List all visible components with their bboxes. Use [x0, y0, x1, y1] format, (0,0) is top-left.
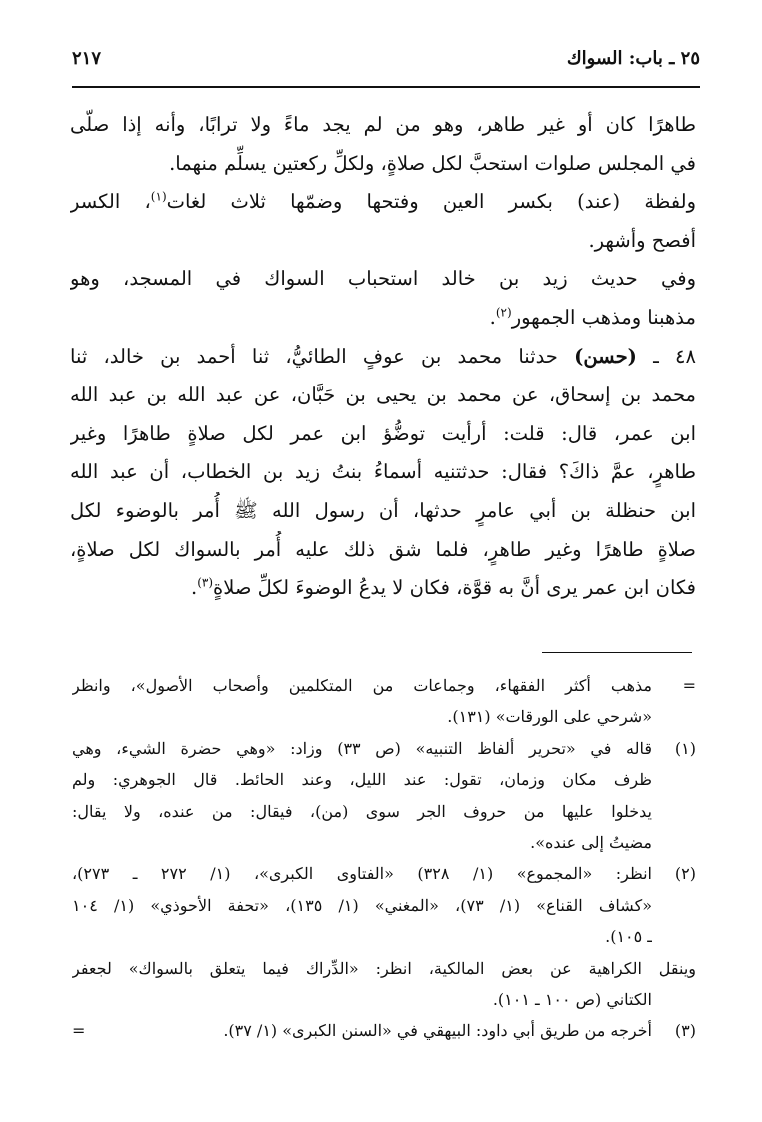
text-line: طاهرٍ، عمَّ ذاكَ؟ فقال: حدثتنيه أسماءُ بنتُ زيد بن الخطاب، أن عبد الله	[70, 460, 696, 484]
footnote-1	[72, 733, 696, 859]
footnote-2-extra	[72, 953, 696, 1016]
text-line: في المجلس صلوات استحبَّ لكل صلاةٍ، ولكلِّ ركعتين يسلِّم منهما.	[169, 151, 696, 175]
hadith-number: ٤٨ ـ	[636, 344, 696, 368]
footnote-3	[72, 1015, 696, 1046]
text-segment: مذهبنا ومذهب الجمهور	[511, 305, 696, 329]
footnote-line: وينقل الكراهية عن بعض المالكية، انظر: «الدِّراك فيما يتعلق بالسواك» لجعفر	[72, 958, 696, 978]
text-line	[70, 299, 696, 338]
footnote-line: أخرجه من طريق أبي داود: البيهقي في «السنن الكبرى» (١/ ٣٧).	[223, 1021, 652, 1041]
footnote-line: ظرف مكان وزمان، تقول: عند الليل، وعند الحائط. قال الجوهري: ولم	[72, 770, 652, 790]
footnote-line: «كشاف القناع» (١/ ٧٣)، «المغني» (١/ ١٣٥)، «تحفة الأحوذي» (١/ ١٠٤	[72, 895, 652, 915]
page-number: ٢١٧	[72, 48, 102, 69]
footnote-2	[72, 858, 696, 952]
footnote-mark: (٣)	[674, 1021, 696, 1041]
footnote-ref-3[interactable]: (٣)	[197, 575, 214, 590]
header-rule	[72, 86, 700, 88]
footnote-line: مذهب أكثر الفقهاء، وجماعات من المتكلمين وأصحاب الأصول»، وانظر	[72, 676, 652, 695]
continuation-mark: =	[682, 676, 696, 695]
chapter-title: ٢٥ ـ باب: السواك	[566, 48, 700, 69]
text-segment: ، الكسر	[70, 190, 151, 214]
footnote-ref-2[interactable]: (٢)	[495, 305, 512, 320]
text-line: أفصح وأشهر.	[588, 228, 696, 252]
text-line	[70, 338, 696, 377]
text-segment: .	[191, 576, 198, 600]
footnote-ref-1[interactable]: (١)	[150, 189, 167, 204]
footnote-continuation	[72, 670, 696, 733]
footnote-mark: (١)	[674, 738, 696, 758]
footnote-line: ـ ١٠٥).	[605, 927, 652, 947]
footnote-line: الكتاني (ص ١٠٠ ـ ١٠١).	[492, 989, 652, 1009]
text-line	[70, 569, 696, 608]
footnotes	[72, 670, 696, 1047]
text-line	[70, 183, 696, 222]
text-line: ابن عمر، قال: قلت: أرأيت توضُّؤ ابن عمر لكل صلاةٍ طاهرًا وغير	[70, 421, 696, 445]
text-line: صلاةٍ طاهرًا وغير طاهرٍ، فلما شق ذلك عليه أُمر بالسواك لكل صلاةٍ،	[70, 537, 696, 561]
text-line: وفي حديث زيد بن خالد استحباب السواك في المسجد، وهو	[70, 267, 696, 291]
footnote-line: مضيتُ إلى عنده».	[530, 832, 652, 852]
text-segment: ولفظة (عند) بكسر العين وفتحها وضمّها ثلاث لغات	[166, 190, 696, 214]
footnote-line: «شرحي على الورقات» (١٣١).	[447, 707, 652, 727]
continuation-mark: =	[72, 1021, 86, 1041]
footnote-line: قاله في «تحرير ألفاظ التنبيه» (ص ٣٣) وزاد: «وهي حضرة الشيء، وهي	[72, 738, 652, 758]
footnote-divider	[542, 652, 692, 653]
footnote-line: يدخلوا عليها من حروف الجر سوى (من)، فيقال: من عنده، ولا يقال:	[72, 801, 652, 821]
main-text	[70, 106, 696, 608]
text-segment: حدثنا محمد بن عوفٍ الطائيُّ، ثنا أحمد بن خالد، ثنا	[70, 344, 575, 368]
footnote-mark: (٢)	[674, 864, 696, 884]
text-line: ابن حنظلة بن أبي عامرٍ حدثها، أن رسول الله ﷺ أُمر بالوضوء لكل	[70, 498, 696, 522]
hadith-grade: (حسن)	[574, 344, 637, 368]
text-segment: .	[489, 305, 496, 329]
text-line: محمد بن إسحاق، عن محمد بن يحيى بن حَبَّان، عن عبد الله بن عبد الله	[70, 383, 696, 407]
page-header	[72, 44, 700, 76]
text-line: طاهرًا كان أو غير طاهر، وهو من لم يجد ماءً ولا ترابًا، وأنه إذا صلّى	[70, 113, 696, 136]
text-segment: فكان ابن عمر يرى أنَّ به قوَّة، فكان لا يدعُ الوضوءَ لكلِّ صلاةٍ	[213, 576, 696, 600]
footnote-line: انظر: «المجموع» (١/ ٣٢٨) «الفتاوى الكبرى»، (١/ ٢٧٢ ـ ٢٧٣)،	[72, 864, 652, 884]
